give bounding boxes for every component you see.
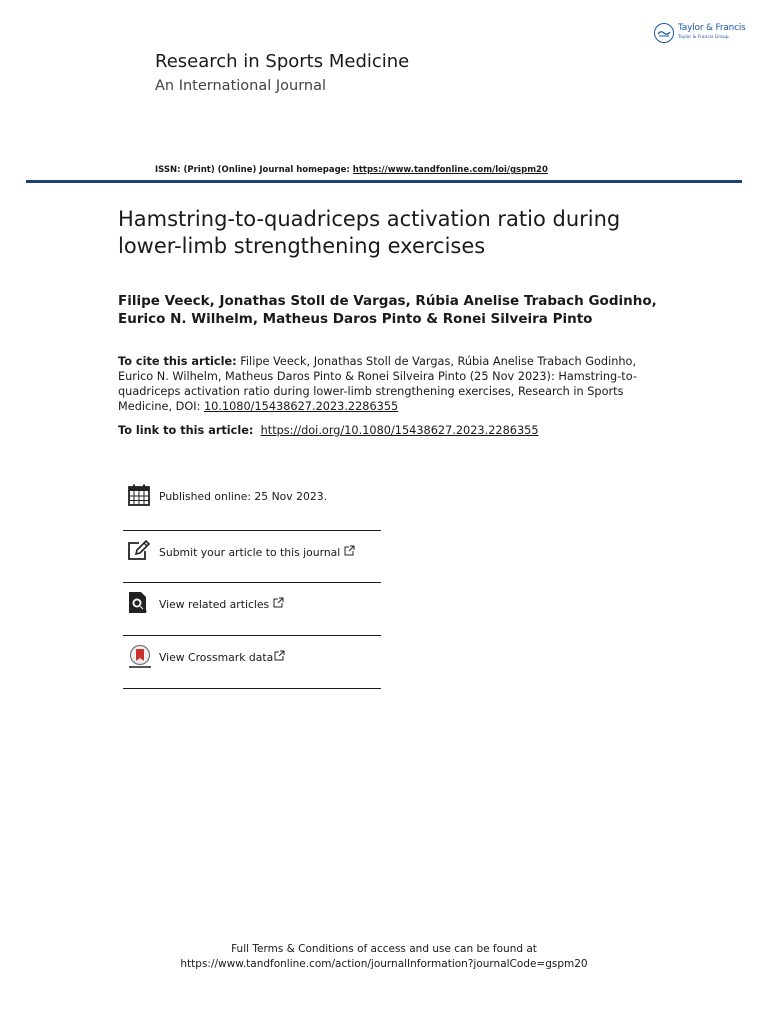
publisher-logo-icon [654,23,674,43]
citation-text: Filipe Veeck, Jonathas Stoll de Vargas, Rúbia Anelise Trabach Godinho, Eurico N. Wilhelm, Matheus Daros Pinto & Ronei Silveira Pinto (25 Nov 2023): Hamstring-to-quadriceps activation ratio during lower-limb strengthening exercises, Research in Sports Medicine, DOI: [118,355,637,413]
related-articles-label: View related articles [159,598,270,611]
calendar-icon [127,483,151,507]
submit-article-row[interactable] [123,527,381,579]
external-link-icon [273,579,284,631]
issn-text: ISSN: (Print) (Online) Journal homepage: [155,165,353,175]
article-authors: Filipe Veeck, Jonathas Stoll de Vargas, Rúbia Anelise Trabach Godinho, Eurico N. Wilhelm, Matheus Daros Pinto & Ronei Silveira Pinto [118,293,657,327]
journal-subtitle: An International Journal [155,78,327,94]
publisher-name: Taylor & Francis [678,23,746,33]
related-articles-row[interactable] [123,579,381,631]
journal-title: Research in Sports Medicine [155,51,410,72]
published-online-label: Published online: 25 Nov 2023. [159,490,328,503]
header-divider [26,180,742,183]
citation-block [118,354,648,414]
publisher-group: Taylor & Francis Group [678,35,729,40]
article-title: Hamstring-to-quadriceps activation ratio during lower-limb strengthening exercises [118,207,621,258]
submit-article-label: Submit your article to this journal [159,546,341,559]
crossmark-label: View Crossmark data [159,651,274,664]
citation-label: To cite this article: [118,355,237,368]
journal-homepage-link[interactable]: https://www.tandfonline.com/loi/gspm20 [352,165,548,175]
external-link-icon [344,527,355,579]
crossmark-row[interactable] [123,632,381,684]
terms-url[interactable]: https://www.tandfonline.com/action/journalInformation?journalCode=gspm20 [180,958,588,970]
edit-icon [127,539,151,563]
article-link-block [118,423,678,438]
terms-text: Full Terms & Conditions of access and use can be found at [231,943,537,955]
crossmark-icon [127,644,151,668]
article-link-label: To link to this article: [118,424,254,437]
divider [123,688,381,689]
crossmark-link[interactable] [159,632,285,684]
terms-footer [0,942,768,972]
publisher-logo[interactable] [654,22,750,48]
external-link-icon [274,632,285,684]
article-link-url[interactable]: https://doi.org/10.1080/15438627.2023.2286355 [260,424,539,437]
published-online-row [123,471,381,523]
issn-line [155,165,548,175]
related-articles-link[interactable] [159,579,284,631]
submit-article-link[interactable] [159,527,355,579]
doi-link[interactable]: 10.1080/15438627.2023.2286355 [203,400,399,413]
search-document-icon [127,591,151,615]
